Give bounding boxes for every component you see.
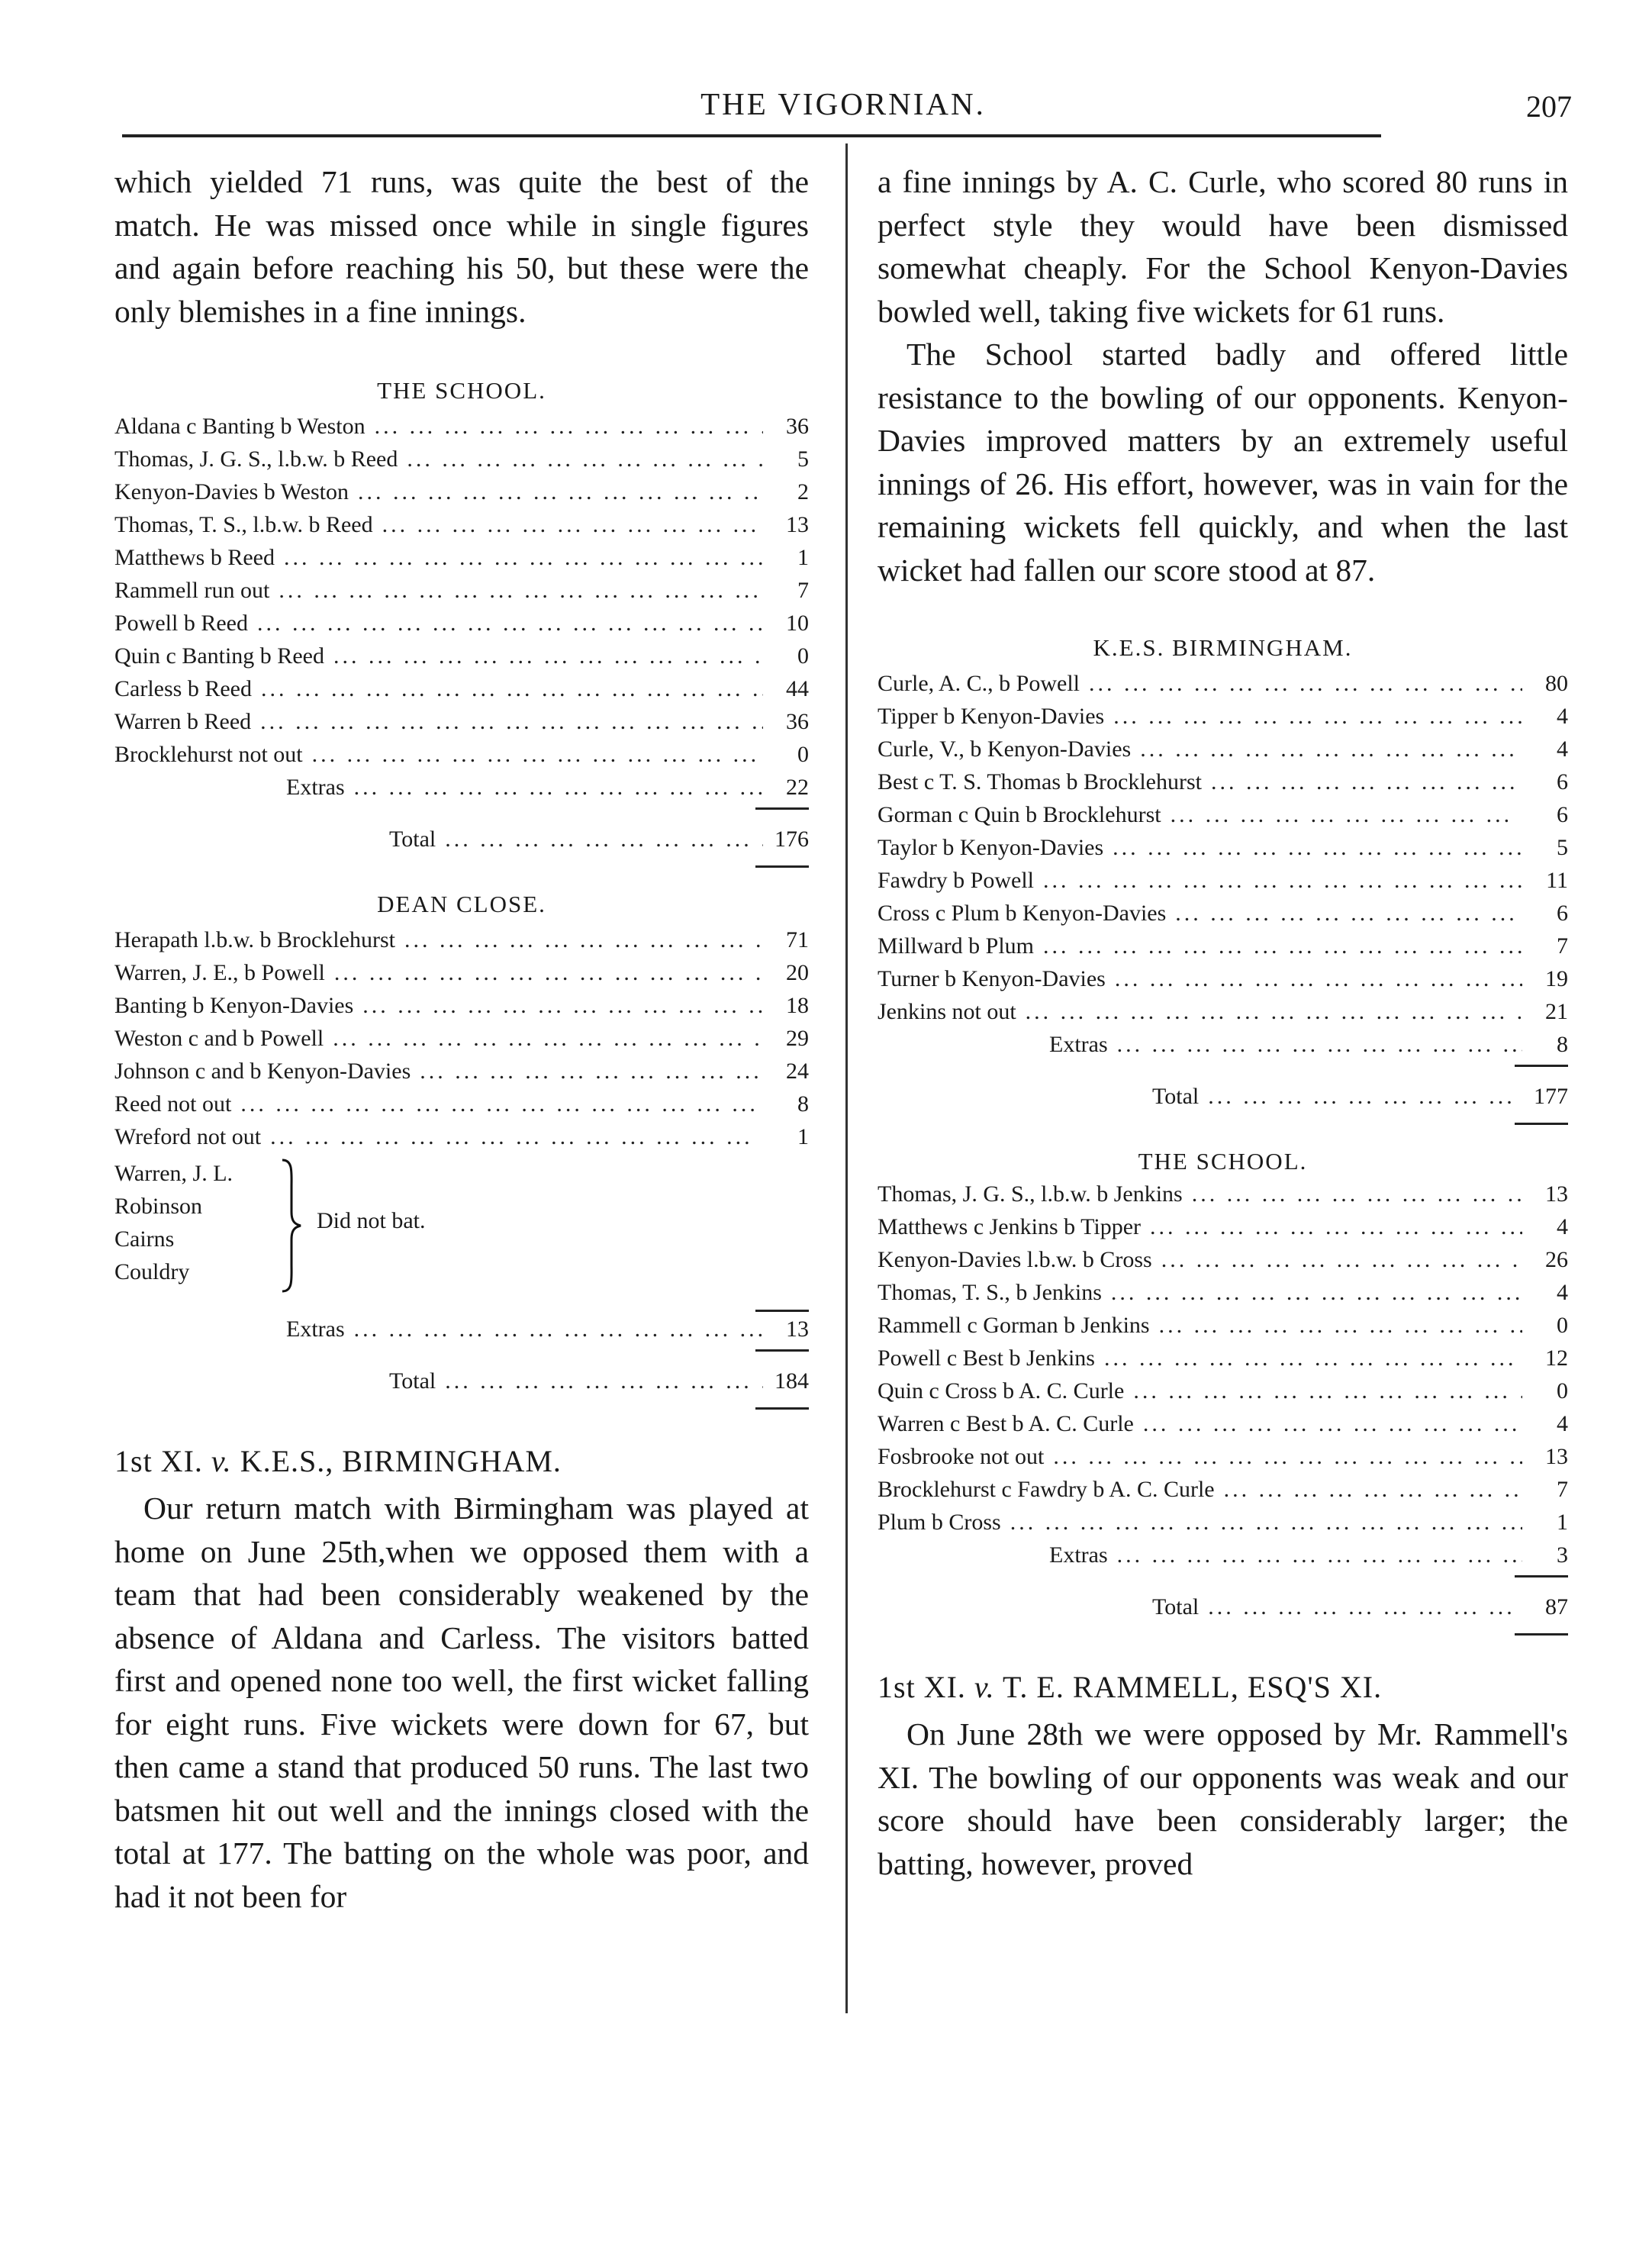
batsman-name: Thomas, J. G. S., l.b.w. b Reed — [114, 446, 398, 472]
batting-row — [878, 1214, 1568, 1247]
runs-value: 0 — [797, 742, 809, 767]
did-not-bat-name: Robinson — [114, 1194, 203, 1219]
batsman-name: Powell c Best b Jenkins — [878, 1345, 1095, 1371]
column-divider — [845, 143, 848, 2013]
batsman-name: Curle, V., b Kenyon-Davies — [878, 736, 1132, 762]
did-not-bat-block — [114, 1157, 809, 1302]
batsman-name: Brocklehurst c Fawdry b A. C. Curle — [878, 1477, 1215, 1502]
runs-value: 18 — [786, 993, 809, 1018]
batting-row — [114, 1091, 809, 1124]
batsman-name: Total — [1152, 1594, 1200, 1619]
batting-row — [114, 479, 809, 512]
rammell-match-report: On June 28th we were opposed by Mr. Rammell's XI. The bowling of our opponents was weak and our score should have been considerably larger; the batting, however, proved — [878, 1716, 1568, 1881]
dot-leader — [420, 1059, 763, 1084]
dot-leader — [1208, 1594, 1522, 1620]
dot-leader — [334, 960, 763, 986]
batsman-name: Total — [1152, 1084, 1200, 1109]
dot-leader — [270, 1124, 763, 1150]
did-not-bat-name: Warren, J. L. — [114, 1161, 233, 1186]
dot-leader — [1111, 1280, 1522, 1306]
batting-row — [878, 835, 1568, 868]
runs-value: 10 — [786, 611, 809, 636]
runs-value: 4 — [1557, 736, 1568, 762]
dot-leader — [1113, 835, 1522, 861]
batsman-name: Jenkins not out — [878, 999, 1016, 1024]
runs-value: 177 — [1534, 1084, 1568, 1109]
batsman-name: Extras — [1049, 1032, 1108, 1057]
runs-value: 7 — [797, 578, 809, 603]
dot-leader — [1175, 901, 1522, 927]
batting-row — [878, 1477, 1568, 1510]
batting-row — [114, 709, 809, 742]
runs-value: 12 — [1545, 1345, 1568, 1371]
runs-value: 4 — [1557, 704, 1568, 729]
match-vs: v. — [974, 1670, 995, 1704]
dot-leader — [312, 742, 763, 768]
header-rule — [122, 134, 1381, 137]
dot-leader — [354, 1316, 763, 1342]
runs-value: 13 — [786, 1316, 809, 1342]
extras-row — [878, 1542, 1568, 1575]
batting-row — [114, 1059, 809, 1091]
dot-leader — [1171, 802, 1522, 828]
match-prefix: 1st XI. — [114, 1444, 203, 1478]
dot-leader — [1159, 1313, 1522, 1339]
rammell-match-heading — [878, 1669, 1568, 1705]
continuation-paragraph: a fine innings by A. C. Curle, who scored 80 runs in perfect style they would have been dismissed somewhat cheaply. For the School Kenyon-Davies bowled well, taking five wickets for 61 runs. — [878, 164, 1568, 329]
extras-row — [114, 775, 809, 807]
dot-leader — [1053, 1444, 1522, 1470]
runs-value: 24 — [786, 1059, 809, 1084]
right-column — [878, 160, 1568, 1885]
dot-leader — [407, 446, 763, 472]
runs-value: 6 — [1557, 802, 1568, 827]
batting-row — [114, 993, 809, 1026]
dot-leader — [382, 512, 763, 538]
batting-row — [878, 1313, 1568, 1345]
dot-leader — [1192, 1181, 1522, 1207]
extras-row — [114, 1316, 809, 1349]
dot-leader — [1133, 1378, 1522, 1404]
batting-row — [114, 1026, 809, 1059]
runs-value: 0 — [1557, 1378, 1568, 1403]
batting-row — [114, 414, 809, 446]
batsman-name: Rammell run out — [114, 578, 270, 603]
runs-value: 4 — [1557, 1280, 1568, 1305]
runs-value: 13 — [786, 512, 809, 537]
batsman-name: Quin c Cross b A. C. Curle — [878, 1378, 1125, 1403]
dot-leader — [404, 927, 763, 953]
batsman-name: Gorman c Quin b Brocklehurst — [878, 802, 1161, 827]
batting-row — [114, 742, 809, 775]
batting-row — [878, 933, 1568, 966]
runs-value: 11 — [1546, 868, 1568, 893]
kes-innings-heading: K.E.S. BIRMINGHAM. — [1093, 634, 1353, 661]
batting-row — [878, 1378, 1568, 1411]
birmingham-match-heading — [114, 1443, 809, 1479]
batsman-name: Total — [389, 827, 436, 852]
dean-close-heading: DEAN CLOSE. — [377, 891, 546, 917]
batsman-name: Extras — [286, 1316, 345, 1342]
runs-value: 21 — [1545, 999, 1568, 1024]
page-header — [114, 85, 1572, 139]
batting-row — [114, 545, 809, 578]
runs-value: 8 — [1557, 1032, 1568, 1057]
runs-value: 26 — [1545, 1247, 1568, 1272]
total-row — [878, 1594, 1568, 1627]
dot-leader — [1115, 966, 1522, 992]
batsman-name: Aldana c Banting b Weston — [114, 414, 366, 439]
batting-row — [878, 1345, 1568, 1378]
dot-leader — [1026, 999, 1522, 1025]
batsman-name: Turner b Kenyon-Davies — [878, 966, 1106, 991]
match-opponent: K.E.S., BIRMINGHAM. — [240, 1444, 562, 1478]
batsman-name: Weston c and b Powell — [114, 1026, 324, 1051]
dot-leader — [358, 479, 763, 505]
batsman-name: Warren, J. E., b Powell — [114, 960, 325, 985]
batsman-name: Tipper b Kenyon-Davies — [878, 704, 1105, 729]
batting-row — [114, 578, 809, 611]
dot-leader — [1161, 1247, 1522, 1273]
school-scorecard — [114, 414, 809, 868]
runs-value: 13 — [1545, 1181, 1568, 1207]
journal-title: THE VIGORNIAN. — [700, 86, 986, 121]
runs-value: 71 — [786, 927, 809, 952]
batsman-name: Rammell c Gorman b Jenkins — [878, 1313, 1150, 1338]
left-column — [114, 160, 809, 1918]
batsman-name: Millward b Plum — [878, 933, 1035, 959]
runs-value: 22 — [786, 775, 809, 800]
dot-leader — [1150, 1214, 1522, 1240]
batting-row — [878, 1181, 1568, 1214]
batsman-name: Kenyon-Davies b Weston — [114, 479, 349, 504]
batsman-name: Reed not out — [114, 1091, 232, 1117]
batting-row — [114, 676, 809, 709]
dot-leader — [1104, 1345, 1522, 1371]
total-row — [114, 827, 809, 859]
batting-row — [114, 512, 809, 545]
batsman-name: Banting b Kenyon-Davies — [114, 993, 354, 1018]
dot-leader — [1224, 1477, 1522, 1503]
batsman-name: Johnson c and b Kenyon-Davies — [114, 1059, 411, 1084]
dot-leader — [1043, 868, 1522, 894]
dot-leader — [261, 676, 763, 702]
batsman-name: Powell b Reed — [114, 611, 248, 636]
runs-value: 87 — [1545, 1594, 1568, 1619]
batsman-name: Quin c Banting b Reed — [114, 643, 324, 669]
dot-leader — [362, 993, 763, 1019]
runs-value: 6 — [1557, 769, 1568, 794]
batsman-name: Wreford not out — [114, 1124, 262, 1149]
batsman-name: Curle, A. C., b Powell — [878, 671, 1080, 696]
batsman-name: Total — [389, 1368, 436, 1394]
runs-value: 0 — [797, 643, 809, 669]
batsman-name: Plum b Cross — [878, 1510, 1001, 1535]
school-reply-heading: THE SCHOOL. — [1138, 1148, 1308, 1175]
school-reply-scorecard — [878, 1181, 1568, 1636]
birmingham-match-report: Our return match with Birmingham was played at home on June 25th,when we opposed them with a team that had been considerably weakened by the absence of Aldana and Carless. The visitors batted first and opened none too well, the first wicket falling for eight runs. Five wickets were down for 67, but then came a stand that produced 50 runs. The last two batsmen hit out well and the innings closed with the total at 177. The batting on the whole was poor, and had it not been for — [114, 1490, 809, 1914]
runs-value: 4 — [1557, 1411, 1568, 1436]
batting-row — [878, 704, 1568, 736]
batting-row — [114, 1124, 809, 1157]
runs-value: 8 — [797, 1091, 809, 1117]
total-row — [878, 1084, 1568, 1117]
runs-value: 29 — [786, 1026, 809, 1051]
runs-value: 7 — [1557, 1477, 1568, 1502]
school-innings-paragraph: The School started badly and offered little resistance to the bowling of our opponents. Kenyon-Davies improved matters by an extremely useful innings of 26. His effort, however, was in vain for the remaining wickets fell quickly, and when the last wicket had fallen our score stood at 87. — [878, 337, 1568, 588]
extras-row — [878, 1032, 1568, 1065]
runs-value: 20 — [786, 960, 809, 985]
batsman-name: Carless b Reed — [114, 676, 252, 701]
batting-row — [878, 1510, 1568, 1542]
match-prefix: 1st XI. — [878, 1670, 966, 1704]
batsman-name: Extras — [286, 775, 345, 800]
dot-leader — [375, 414, 763, 440]
batting-row — [114, 446, 809, 479]
batsman-name: Brocklehurst not out — [114, 742, 303, 767]
batting-row — [114, 643, 809, 676]
runs-value: 1 — [797, 1124, 809, 1149]
dot-leader — [257, 611, 763, 636]
batsman-name: Thomas, T. S., b Jenkins — [878, 1280, 1102, 1305]
runs-value: 5 — [1557, 835, 1568, 860]
dean-close-scorecard — [114, 927, 809, 1410]
runs-value: 13 — [1545, 1444, 1568, 1469]
batting-row — [878, 966, 1568, 999]
dot-leader — [1043, 933, 1522, 959]
did-not-bat-label: Did not bat. — [317, 1208, 426, 1233]
batsman-name: Extras — [1049, 1542, 1108, 1568]
brace-icon — [275, 1157, 305, 1294]
dot-leader — [279, 578, 763, 604]
batsman-name: Thomas, T. S., l.b.w. b Reed — [114, 512, 373, 537]
runs-value: 1 — [1557, 1510, 1568, 1535]
runs-value: 2 — [797, 479, 809, 504]
runs-value: 19 — [1545, 966, 1568, 991]
dot-leader — [354, 775, 763, 801]
batsman-name: Matthews c Jenkins b Tipper — [878, 1214, 1141, 1239]
batsman-name: Best c T. S. Thomas b Brocklehurst — [878, 769, 1202, 794]
dot-leader — [445, 827, 763, 852]
batting-row — [878, 802, 1568, 835]
dot-leader — [1113, 704, 1522, 730]
batting-row — [878, 736, 1568, 769]
batting-row — [114, 927, 809, 960]
batting-row — [878, 999, 1568, 1032]
runs-value: 176 — [774, 827, 809, 852]
batsman-name: Herapath l.b.w. b Brocklehurst — [114, 927, 395, 952]
runs-value: 184 — [774, 1368, 809, 1394]
school-innings-heading: THE SCHOOL. — [377, 377, 546, 404]
batsman-name: Taylor b Kenyon-Davies — [878, 835, 1104, 860]
batting-row — [114, 611, 809, 643]
runs-value: 3 — [1557, 1542, 1568, 1568]
runs-value: 0 — [1557, 1313, 1568, 1338]
runs-value: 80 — [1545, 671, 1568, 696]
dot-leader — [333, 643, 763, 669]
kes-scorecard — [878, 671, 1568, 1125]
dot-leader — [1089, 671, 1522, 697]
did-not-bat-name: Couldry — [114, 1259, 190, 1284]
batsman-name: Warren c Best b A. C. Curle — [878, 1411, 1134, 1436]
batting-row — [878, 671, 1568, 704]
runs-value: 7 — [1557, 933, 1568, 959]
batsman-name: Matthews b Reed — [114, 545, 275, 570]
batting-row — [878, 1411, 1568, 1444]
batting-row — [114, 960, 809, 993]
intro-paragraph: which yielded 71 runs, was quite the best of the match. He was missed once while in single figures and again before reaching his 50, but these were the only blemishes in a fine innings. — [114, 164, 809, 329]
dot-leader — [1143, 1411, 1522, 1437]
batting-row — [878, 868, 1568, 901]
batsman-name: Cross c Plum b Kenyon-Davies — [878, 901, 1167, 926]
runs-value: 4 — [1557, 1214, 1568, 1239]
batsman-name: Fosbrooke not out — [878, 1444, 1045, 1469]
dot-leader — [445, 1368, 763, 1394]
batting-row — [878, 769, 1568, 802]
total-row — [114, 1368, 809, 1401]
dot-leader — [1010, 1510, 1522, 1536]
runs-value: 6 — [1557, 901, 1568, 926]
dot-leader — [1208, 1084, 1522, 1110]
batsman-name: Kenyon-Davies l.b.w. b Cross — [878, 1247, 1152, 1272]
match-vs: v. — [211, 1444, 232, 1478]
dot-leader — [1117, 1542, 1522, 1568]
batsman-name: Thomas, J. G. S., l.b.w. b Jenkins — [878, 1181, 1183, 1207]
runs-value: 36 — [786, 709, 809, 734]
dot-leader — [1140, 736, 1522, 762]
page-number: 207 — [1526, 89, 1572, 124]
runs-value: 5 — [797, 446, 809, 472]
match-opponent: T. E. RAMMELL, ESQ'S XI. — [1002, 1670, 1383, 1704]
dot-leader — [284, 545, 763, 571]
dot-leader — [1211, 769, 1522, 795]
batting-row — [878, 1280, 1568, 1313]
runs-value: 36 — [786, 414, 809, 439]
runs-value: 44 — [786, 676, 809, 701]
batsman-name: Warren b Reed — [114, 709, 252, 734]
batting-row — [878, 901, 1568, 933]
dot-leader — [333, 1026, 763, 1052]
dot-leader — [240, 1091, 763, 1117]
dot-leader — [1117, 1032, 1522, 1058]
batting-row — [878, 1247, 1568, 1280]
batsman-name: Fawdry b Powell — [878, 868, 1034, 893]
did-not-bat-name: Cairns — [114, 1226, 175, 1252]
runs-value: 1 — [797, 545, 809, 570]
batting-row — [878, 1444, 1568, 1477]
dot-leader — [260, 709, 763, 735]
